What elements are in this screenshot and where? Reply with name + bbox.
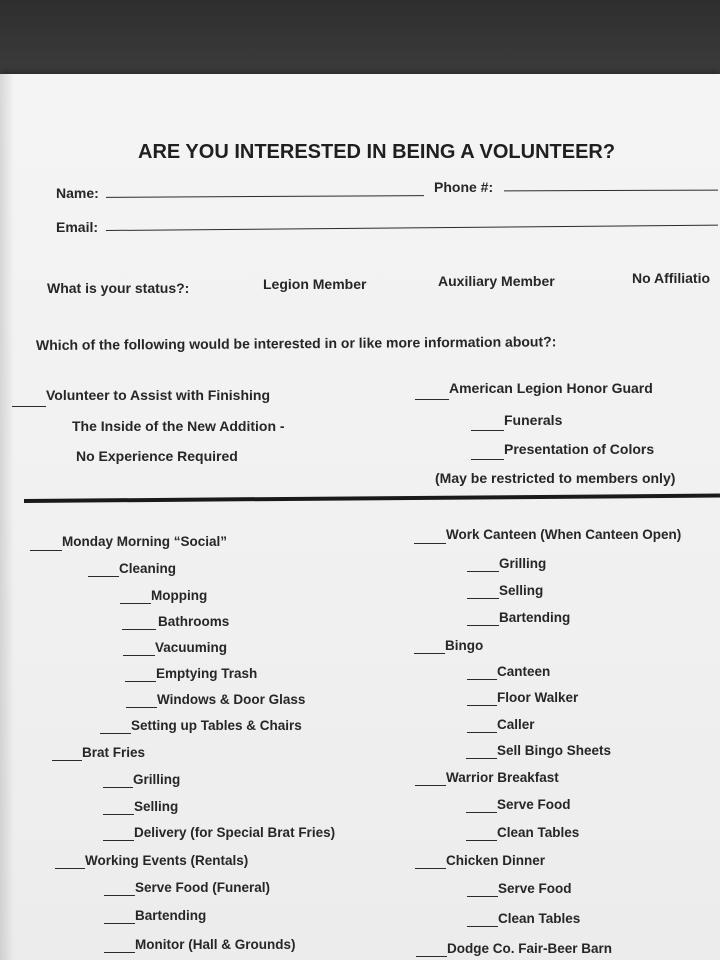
checkbox-blank[interactable] xyxy=(126,707,157,708)
checkbox-blank[interactable] xyxy=(12,406,46,407)
item-breakfast-serve-food: Serve Food xyxy=(497,797,571,812)
option-finishing-line3: No Experience Required xyxy=(76,448,238,464)
checkbox-blank[interactable] xyxy=(415,785,446,786)
checkbox-blank[interactable] xyxy=(52,760,82,761)
item-caller: Caller xyxy=(497,717,535,732)
item-brat-selling: Selling xyxy=(134,799,179,814)
item-work-canteen: Work Canteen (When Canteen Open) xyxy=(446,527,682,542)
item-breakfast-clean-tables: Clean Tables xyxy=(497,825,580,840)
item-delivery: Delivery (for Special Brat Fries) xyxy=(134,825,336,840)
checkbox-blank[interactable] xyxy=(467,896,498,897)
option-colors: Presentation of Colors xyxy=(504,441,655,457)
item-dinner-clean-tables: Clean Tables xyxy=(498,911,581,926)
checkbox-blank[interactable] xyxy=(104,923,135,924)
checkbox-blank[interactable] xyxy=(467,598,499,599)
item-canteen-bartending: Bartending xyxy=(499,610,571,625)
item-brat-fries: Brat Fries xyxy=(82,745,146,760)
checkbox-blank[interactable] xyxy=(415,399,449,400)
members-only-note: (May be restricted to members only) xyxy=(435,470,676,486)
item-tables-chairs: Setting up Tables & Chairs xyxy=(131,718,302,733)
checkbox-blank[interactable] xyxy=(467,571,499,572)
checkbox-blank[interactable] xyxy=(103,840,134,841)
checkbox-blank[interactable] xyxy=(467,679,497,680)
option-finishing: Volunteer to Assist with Finishing xyxy=(46,387,271,403)
checkbox-blank[interactable] xyxy=(471,430,504,431)
item-mopping: Mopping xyxy=(151,588,208,603)
checkbox-blank[interactable] xyxy=(123,655,155,656)
item-bathrooms: Bathrooms xyxy=(158,614,230,629)
item-brat-grilling: Grilling xyxy=(133,772,181,787)
checkbox-blank[interactable] xyxy=(467,926,498,927)
item-windows: Windows & Door Glass xyxy=(157,692,306,707)
item-monday-social: Monday Morning “Social” xyxy=(62,534,228,549)
interest-question: Which of the following would be interested in or like more information about?: xyxy=(35,333,557,353)
name-label: Name: xyxy=(56,185,99,201)
item-bingo-sheets: Sell Bingo Sheets xyxy=(497,743,612,758)
item-warrior-breakfast: Warrior Breakfast xyxy=(446,770,559,785)
checkbox-blank[interactable] xyxy=(414,543,446,544)
email-label: Email: xyxy=(56,219,99,235)
item-canteen-selling: Selling xyxy=(499,583,544,598)
item-emptying-trash: Emptying Trash xyxy=(156,666,258,681)
option-honor-guard: American Legion Honor Guard xyxy=(449,380,653,396)
item-monitor: Monitor (Hall & Grounds) xyxy=(135,937,296,952)
checkbox-blank[interactable] xyxy=(100,733,131,734)
item-working-events: Working Events (Rentals) xyxy=(85,853,249,868)
checkbox-blank[interactable] xyxy=(415,868,446,869)
checkbox-blank[interactable] xyxy=(466,812,497,813)
item-bingo-canteen: Canteen xyxy=(497,664,551,679)
checkbox-blank[interactable] xyxy=(467,625,499,626)
item-serve-food-funeral: Serve Food (Funeral) xyxy=(135,880,271,895)
checkbox-blank[interactable] xyxy=(414,653,445,654)
checkbox-blank[interactable] xyxy=(471,459,504,460)
item-floor-walker: Floor Walker xyxy=(497,690,579,705)
checkbox-blank[interactable] xyxy=(103,787,133,788)
form-title: ARE YOU INTERESTED IN BEING A VOLUNTEER? xyxy=(138,141,616,163)
checkbox-blank[interactable] xyxy=(103,814,134,815)
status-option-none[interactable]: No Affiliatio xyxy=(632,270,711,286)
item-bartending: Bartending xyxy=(135,908,207,923)
checkbox-blank[interactable] xyxy=(30,550,62,551)
item-canteen-grilling: Grilling xyxy=(499,556,547,571)
checkbox-blank[interactable] xyxy=(122,629,156,630)
checkbox-blank[interactable] xyxy=(88,576,119,577)
checkbox-blank[interactable] xyxy=(467,705,497,706)
volunteer-form-paper xyxy=(0,74,720,960)
item-vacuuming: Vacuuming xyxy=(155,640,228,655)
item-beer-barn: Dodge Co. Fair-Beer Barn xyxy=(447,941,613,956)
paper-shadow xyxy=(0,74,14,960)
checkbox-blank[interactable] xyxy=(104,895,135,896)
checkbox-blank[interactable] xyxy=(467,732,497,733)
option-funerals: Funerals xyxy=(504,412,563,428)
item-bingo: Bingo xyxy=(445,638,484,653)
checkbox-blank[interactable] xyxy=(416,956,447,957)
checkbox-blank[interactable] xyxy=(55,868,85,869)
option-finishing-line2: The Inside of the New Addition - xyxy=(72,418,285,434)
item-cleaning: Cleaning xyxy=(119,561,177,576)
item-dinner-serve-food: Serve Food xyxy=(498,881,572,896)
checkbox-blank[interactable] xyxy=(104,952,135,953)
checkbox-blank[interactable] xyxy=(466,840,497,841)
checkbox-blank[interactable] xyxy=(466,758,497,759)
status-option-auxiliary[interactable]: Auxiliary Member xyxy=(438,273,555,289)
checkbox-blank[interactable] xyxy=(125,681,156,682)
status-option-legion[interactable]: Legion Member xyxy=(263,276,367,292)
checkbox-blank[interactable] xyxy=(120,603,151,604)
status-question: What is your status?: xyxy=(47,280,190,296)
item-chicken-dinner: Chicken Dinner xyxy=(446,853,546,868)
phone-label: Phone #: xyxy=(434,179,494,195)
